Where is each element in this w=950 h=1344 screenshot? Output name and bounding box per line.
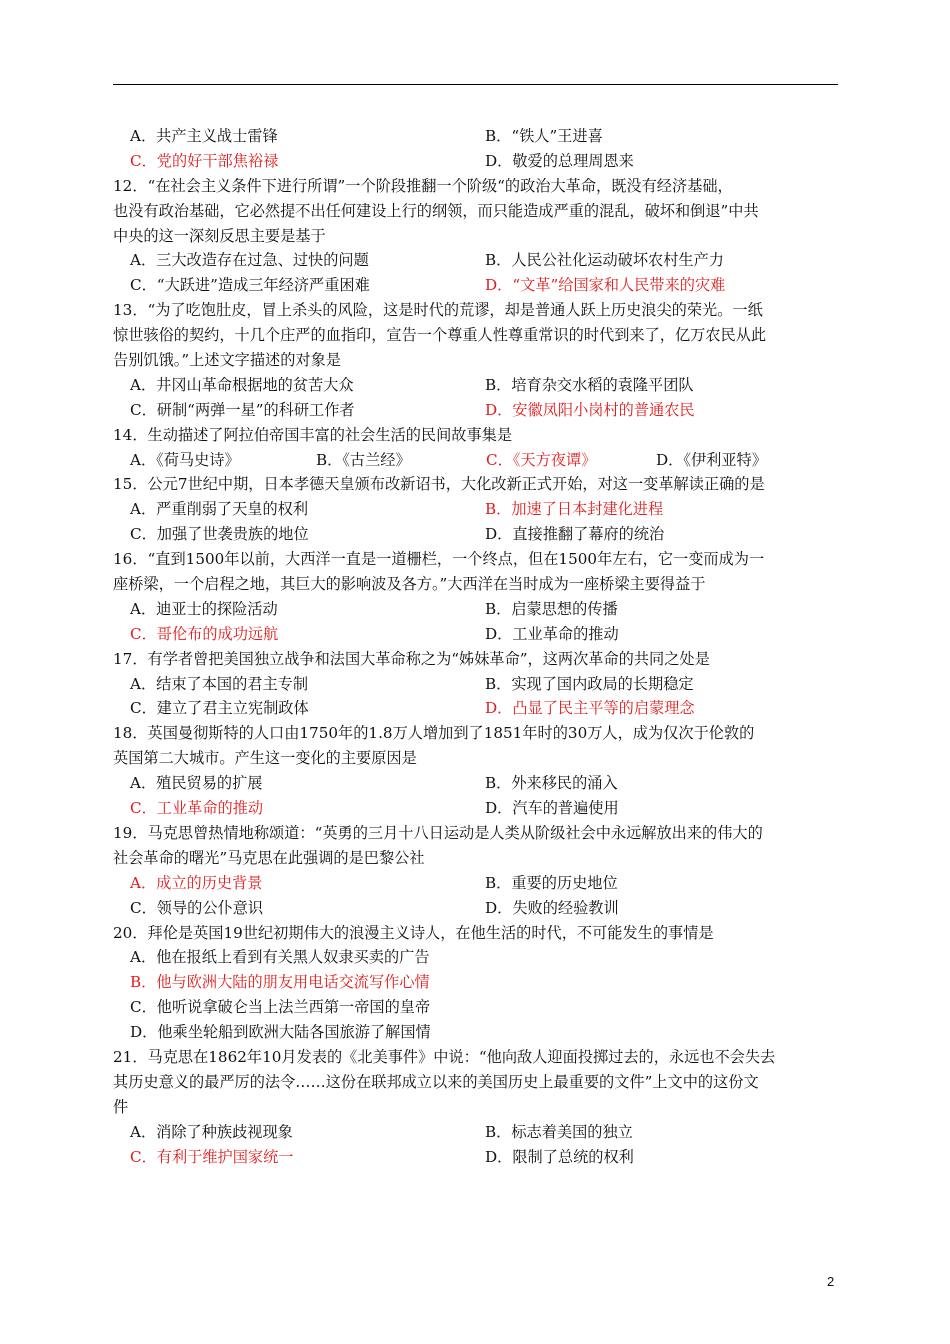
options — [113, 771, 838, 821]
option: C．加强了世袭贵族的地位 — [130, 525, 309, 544]
q11-options — [113, 124, 838, 174]
header-rule — [113, 84, 838, 85]
question-text-line: 件 — [113, 1097, 129, 1116]
options — [113, 448, 838, 473]
option: B．标志着美国的独立 — [485, 1122, 633, 1141]
option-correct: A．成立的历史背景 — [130, 873, 263, 892]
question-text-line: 其历史意义的最严厉的法令……这份在联邦成立以来的美国历史上最重要的文件”上文中的这份文 — [113, 1072, 759, 1091]
option: B．外来移民的涌入 — [485, 774, 618, 793]
option: D．敬爱的总理周恩来 — [485, 151, 634, 170]
question-text-line: 17．有学者曾把美国独立战争和法国大革命称之为“姊妹革命”，这两次革命的共同之处是 — [113, 649, 710, 668]
option-correct: D．凸显了民主平等的启蒙理念 — [485, 699, 695, 718]
question-20 — [113, 921, 838, 1045]
options — [113, 672, 838, 722]
question-15 — [113, 472, 838, 547]
question-text-line: 座桥梁，一个启程之地，其巨大的影响波及各方。”大西洋在当时成为一座桥梁主要得益于 — [113, 575, 706, 594]
question-text-line: 21．马克思在1862年10月发表的《北美事件》中说：“他向敌人迎面投掷过去的，永远也不会失去 — [113, 1047, 776, 1066]
question-text-line: 19．马克思曾热情地称颂道：“英勇的三月十八日运动是人类从阶级社会中永远解放出来的伟大的 — [113, 823, 763, 842]
option: A．严重削弱了天皇的权利 — [130, 500, 309, 519]
options — [113, 597, 838, 647]
option: B．“铁人”王进喜 — [485, 127, 603, 145]
option-correct: C．有利于维护国家统一 — [130, 1147, 294, 1166]
option: D．工业革命的推动 — [485, 624, 619, 643]
question-text-line: 12．“在社会主义条件下进行所谓”一个阶段推翻一个阶级“的政治大革命，既没有经济基础， — [113, 176, 733, 195]
page-number: 2 — [827, 1274, 835, 1289]
option: A．共产主义战士雷锋 — [130, 127, 278, 145]
option-correct: C．党的好干部焦裕禄 — [130, 151, 279, 170]
question-text-line: 20．拜伦是英国19世纪初期伟大的浪漫主义诗人，在他生活的时代，不可能发生的事情是 — [113, 923, 714, 942]
options — [113, 497, 838, 547]
option: B．实现了国内政局的长期稳定 — [485, 674, 694, 693]
question-13 — [113, 298, 838, 422]
question-text-line: 英国第二大城市。产生这一变化的主要原因是 — [113, 749, 417, 768]
option: B．培育杂交水稻的袁隆平团队 — [485, 375, 694, 394]
option: A．三大改造存在过急、过快的问题 — [130, 251, 369, 270]
option: A．井冈山革命根据地的贫苦大众 — [130, 375, 354, 394]
options — [113, 1120, 838, 1170]
option: D．直接推翻了幕府的统治 — [485, 525, 665, 544]
question-12 — [113, 174, 838, 298]
option-correct: C．《天方夜谭》 — [486, 450, 597, 469]
question-text-line: 15．公元7世纪中期，日本孝德天皇颁布改新诏书，大化改新正式开始，对这一变革解读正确的是 — [113, 475, 765, 494]
option: A．迪亚士的探险活动 — [130, 599, 278, 618]
option: C．建立了君主立宪制政体 — [130, 699, 309, 718]
option-correct: D．“文革”给国家和人民带来的灾难 — [485, 276, 726, 295]
option: B．重要的历史地位 — [485, 873, 618, 892]
option: D．他乘坐轮船到欧洲大陆各国旅游了解国情 — [130, 1023, 431, 1042]
option-correct: B．他与欧洲大陆的朋友用电话交流写作心情 — [130, 973, 430, 992]
option: C．“大跃进”造成三年经济严重困难 — [130, 276, 370, 295]
option: C．研制“两弹一星”的科研工作者 — [130, 400, 355, 419]
option: C．领导的公仆意识 — [130, 898, 264, 917]
option: A．消除了种族歧视现象 — [130, 1122, 293, 1141]
question-14 — [113, 423, 838, 473]
option-correct: C．工业革命的推动 — [130, 799, 264, 818]
options — [113, 373, 838, 423]
question-text-line: 中央的这一深刻反思主要是基于 — [113, 226, 326, 245]
question-text-line: 也没有政治基础，它必然提不出任何建设上行的纲领，而只能造成严重的混乱，破坏和倒退”中共 — [113, 201, 759, 220]
question-text-line: 告别饥饿。”上述文字描述的对象是 — [113, 351, 341, 370]
question-16 — [113, 547, 838, 647]
option-correct: D．安徽凤阳小岗村的普通农民 — [485, 400, 695, 419]
option-correct: C．哥伦布的成功远航 — [130, 624, 279, 643]
option: D．汽车的普遍使用 — [485, 799, 619, 818]
option: D．限制了总统的权利 — [485, 1147, 634, 1166]
question-text-line: 16．“直到1500年以前，大西洋一直是一道栅栏，一个终点，但在1500年左右，它一变而成为一 — [113, 550, 765, 569]
question-18 — [113, 721, 838, 821]
option: B．启蒙思想的传播 — [485, 599, 618, 618]
question-text-line: 18．英国曼彻斯特的人口由1750年的1.8万人增加到了1851年时的30万人，成为仅次于伦敦的 — [113, 724, 755, 743]
question-list — [113, 124, 838, 1169]
question-text-line: 13．“为了吃饱肚皮，冒上杀头的风险，这是时代的荒谬，却是普通人跃上历史浪尖的荣光。一纸 — [113, 301, 763, 320]
question-17 — [113, 647, 838, 722]
option: A．殖民贸易的扩展 — [130, 774, 263, 793]
option: C．他听说拿破仑当上法兰西第一帝国的皇帝 — [130, 998, 431, 1017]
question-19 — [113, 821, 838, 921]
options — [113, 871, 838, 921]
options — [113, 945, 838, 1045]
option: A．《荷马史诗》 — [130, 450, 240, 469]
option: B．《古兰经》 — [316, 450, 411, 469]
option-correct: B．加速了日本封建化进程 — [485, 500, 664, 519]
option: B．人民公社化运动破坏农村生产力 — [485, 251, 724, 270]
option: D．《伊利亚特》 — [656, 450, 767, 469]
question-text-line: 社会革命的曙光”马克思在此强调的是巴黎公社 — [113, 848, 425, 867]
option: A．他在报纸上看到有关黑人奴隶买卖的广告 — [130, 948, 430, 967]
option: A．结束了本国的君主专制 — [130, 674, 309, 693]
options — [113, 248, 838, 298]
question-text-line: 14．生动描述了阿拉伯帝国丰富的社会生活的民间故事集是 — [113, 425, 513, 444]
option: D．失败的经验教训 — [485, 898, 619, 917]
question-21 — [113, 1045, 838, 1169]
question-text-line: 惊世骇俗的契约，十几个庄严的血指印，宣告一个尊重人性尊重常识的时代到来了，亿万农民从此 — [113, 326, 767, 345]
